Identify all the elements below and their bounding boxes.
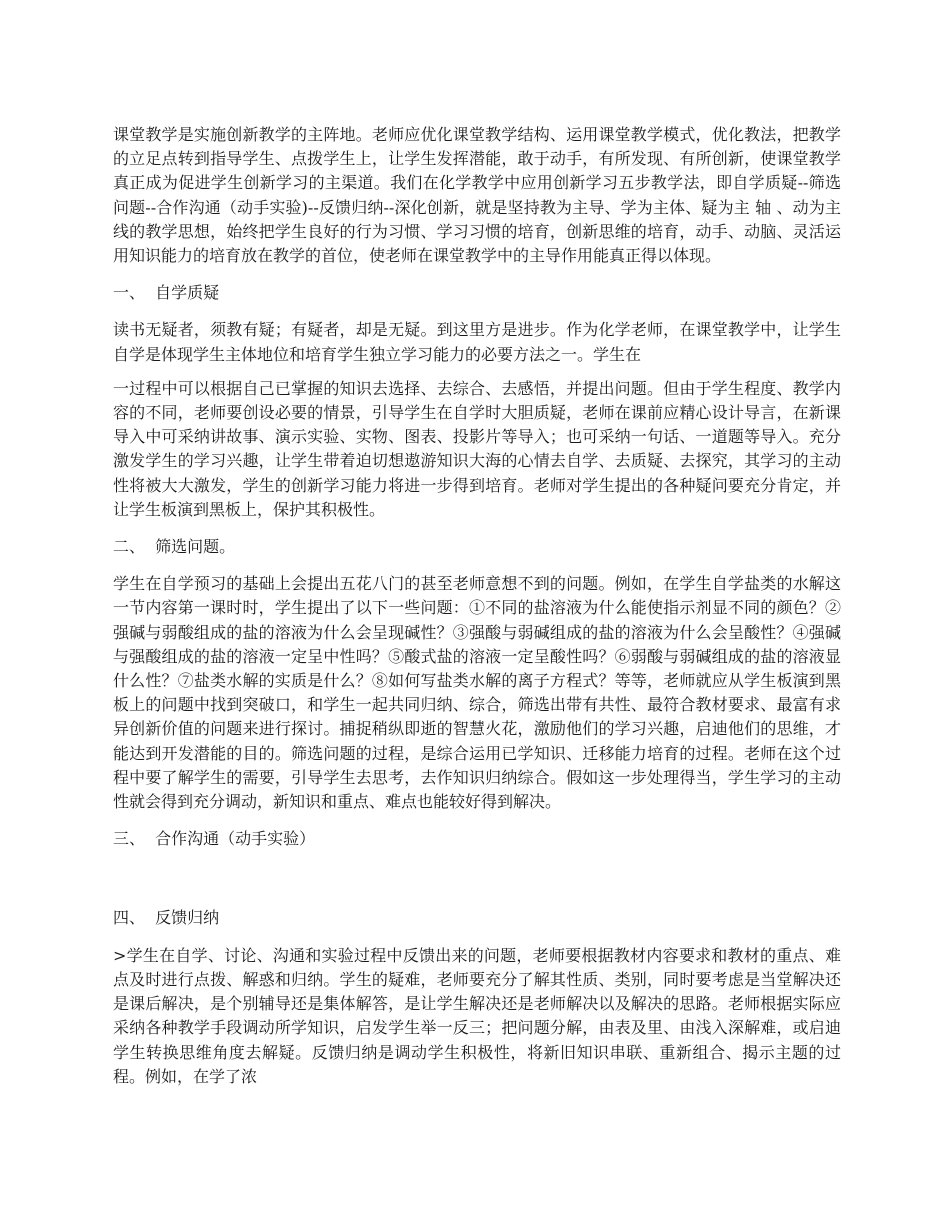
intro-paragraph: 课堂教学是实施创新教学的主阵地。老师应优化课堂教学结构、运用课堂教学模式，优化教法，把教学的立足点转到指导学生、点拨学生上，让学生发挥潜能，敢于动手，有所发现、有所创新，使课堂教学真正成为促进学生创新学习的主渠道。我们在化学教学中应用创新学习五步教学法，即自学质疑--筛选问题--合作沟通（动手实验)--反馈归纳--深化创新，就是坚持教为主导、学为主体、疑为主 轴 、动为主线的教学思想，始终把学生良好的行为习惯、学习习惯的培育，创新思维的培育，动手、动脑、灵活运用知识能力的培育放在教学的首位，使老师在课堂教学中的主导作用能真正得以体现。 [113, 125, 841, 266]
spacer [113, 268, 841, 281]
section-heading-2: 二、 筛选问题。 [113, 537, 236, 557]
spacer [113, 522, 841, 535]
section4-paragraph: >学生在自学、讨论、沟通和实验过程中反馈出来的问题，老师要根据教材内容要求和教材的重点、难点及时进行点拨、解惑和归纳。学生的疑难，老师要充分了解其性质、类别，同时要考虑是当堂解决还是课后解决，是个别辅导还是集体解答，是让学生解决还是老师解决以及解决的思路。老师根据实际应采纳各种教学手段调动所学知识，启发学生举一反三；把问题分解，由表及里、由浅入深解难，或启迪学生转换思维角度去解疑。反馈归纳是调动学生积极性，将新旧知识串联、重新组合、揭示主题的过程。例如，在学了浓 [113, 945, 841, 1086]
section2-paragraph: 学生在自学预习的基础上会提出五花八门的甚至老师意想不到的问题。例如，在学生自学盐类的水解这一节内容第一课时时，学生提出了以下一些问题：①不同的盐溶液为什么能使指示剂显不同的颜色？②强碱与弱酸组成的盐的溶液为什么会呈现碱性？③强酸与弱碱组成的盐的溶液为什么会呈酸性？④强碱与强酸组成的盐的溶液一定呈中性吗？⑤酸式盐的溶液一定呈酸性吗？⑥弱酸与弱碱组成的盐的溶液显什么性？⑦盐类水解的实质是什么？⑧如何写盐类水解的离子方程式？等等，老师就应从学生板演到黑板上的问题中找到突破口，和学生一起共同归纳、综合，筛选出带有共性、最符合教材要求、最富有求异创新价值的问题来进行探讨。捕捉稍纵即逝的智慧火花，激励他们的学习兴趣，启迪他们的思维，才能达到开发潜能的目的。筛选问题的过程，是综合运用已学知识、迁移能力培育的过程。老师在这个过程中要了解学生的需要，引导学生去思考，去作知识归纳综合。假如这一步处理得当，学生学习的主动性就会得到充分调动，新知识和重点、难点也能较好得到解决。 [113, 574, 841, 812]
section1-paragraph-1: 读书无疑者，须教有疑；有疑者，却是无疑。到这里方是进步。作为化学老师，在课堂教学中，让学生自学是体现学生主体地位和培育学生独立学习能力的必要方法之一。学生在 [113, 320, 841, 364]
section-heading-3: 三、 合作沟通（动手实验） [113, 829, 316, 849]
spacer [113, 559, 841, 572]
spacer [113, 931, 841, 944]
section-heading-4: 四、 反馈归纳 [113, 908, 220, 928]
spacer [113, 814, 841, 827]
document-body [113, 123, 841, 1089]
spacer [113, 367, 841, 377]
spacer [113, 305, 841, 318]
section-heading-1: 一、 自学质疑 [113, 283, 220, 303]
spacer [113, 851, 841, 906]
section1-paragraph-2: 一过程中可以根据自己已掌握的知识去选择、去综合、去感悟，并提出问题。但由于学生程度、教学内容的不同，老师要创设必要的情景，引导学生在自学时大胆质疑，老师在课前应精心设计导言，在新课导入中可采纳讲故事、演示实验、实物、图表、投影片等导入；也可采纳一句话、一道题等导入。充分激发学生的学习兴趣，让学生带着迫切想遨游知识大海的心情去自学、去质疑、去探究，其学习的主动性将被大大激发，学生的创新学习能力将进一步得到培育。老师对学生提出的各种疑问要充分肯定，并让学生板演到黑板上，保护其积极性。 [113, 378, 841, 519]
